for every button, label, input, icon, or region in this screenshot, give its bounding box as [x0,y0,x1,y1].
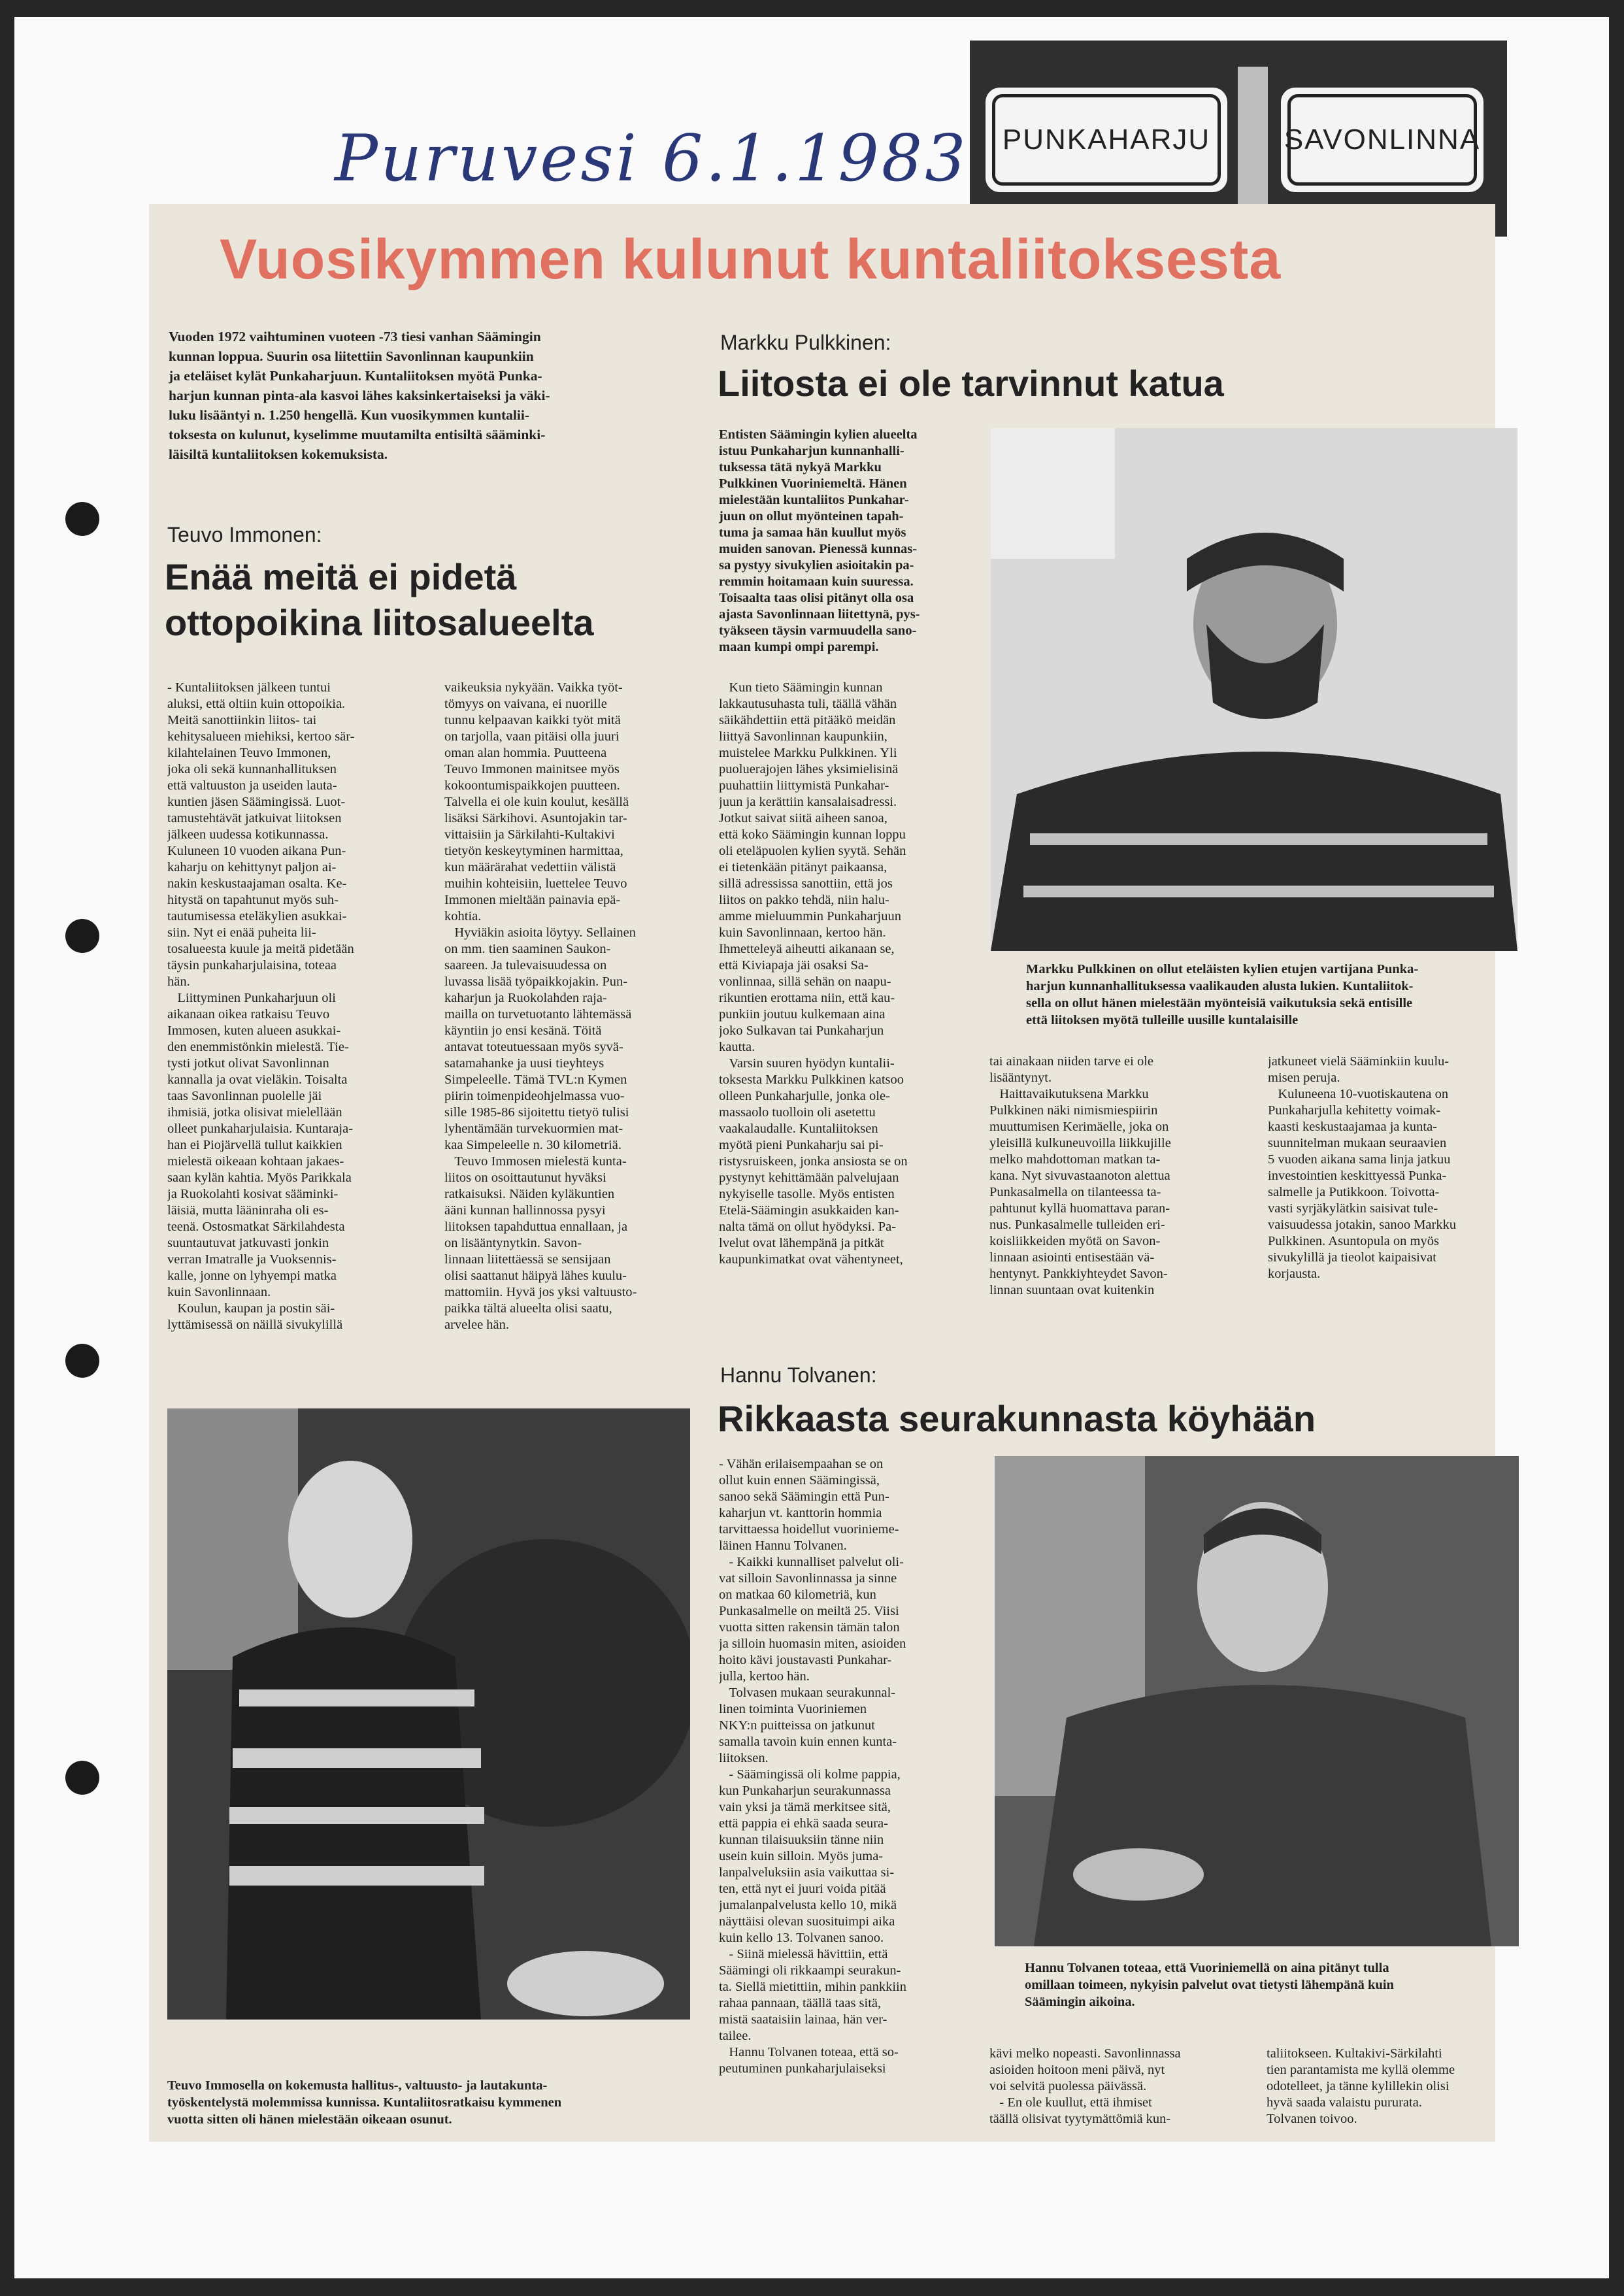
lead-paragraph: Vuoden 1972 vaihtuminen vuoteen -73 tiesi vanhan Säämingin kunnan loppua. Suurin osa liitettiin Savonlinnan kaupunkiin ja eteläiset kylät Punkaharjuun. Kuntaliitoksen myötä Punka- harjun kunnan pinta-ala kasvoi lähes kaksinkertaiseksi ja väki- luku lisääntyi n. 1.250 hengellä. Kun vuosikymmen kuntalii- toksesta on kulunut, kyselimme muutamilta entisiltä sääminki- läisiltä kuntaliitoksen kokemuksista. [169,329,550,462]
immonen-kicker: Teuvo Immonen: [167,523,322,546]
handwritten-date: Puruvesi 6.1.1983 [335,122,969,196]
tolvanen-column-2: kävi melko nopeasti. Savonlinnassa asioiden hoitoon meni päivä, nyt voi selvitä puolessa päivässä. - En ole kuullut, että ihmiset täällä olisivat tyytymättömiä kun- [989,2046,1181,2126]
pulkkinen-photo [991,428,1517,951]
binder-hole [65,1344,99,1378]
immonen-portrait-illustration [167,1408,690,2020]
sign-savonlinna: SAVONLINNA [1281,88,1483,192]
pulkkinen-column-2: tai ainakaan niiden tarve ei ole lisääntynyt. Haittavaikutuksena Markku Pulkkinen näki nimismiespiirin muuttumisen Kerimäelle, joka on yleisillä kulkuneuvoilla liikkujille melko mahdottoman matkan ta- kana. Nyt sivuvastaanoton alettua Punkasalmella on tilanteessa ta- pahtunut kyllä huomattava paran- nus. Punkasalmelle tulleiden eri- koisliikkeiden myötä on Savon- linnaan asiointi entisestään vä- hentynyt. Pankkiyhteydet Savon- linnan suuntaan ovat kuitenkin [989,1054,1171,1297]
pulkkinen-portrait-illustration [991,428,1517,951]
pulkkinen-caption: Markku Pulkkinen on ollut eteläisten kylien etujen vartijana Punka- harjun kunnanhallituksessa vaalikauden alusta lukien. Kuntaliitok- sella on ollut hänen mielestään myönteisiä vaikutuksia sekä entisille että liitoksen myötä tulleille uusille kuntalaisille [1026,962,1419,1027]
immonen-photo [167,1408,690,2020]
tolvanen-caption: Hannu Tolvanen toteaa, että Vuoriniemellä on aina pitänyt tulla omillaan toimeen, nykyisin palvelut ovat tietysti lähempänä kuin Säämingin aikoina. [1025,1961,1394,2009]
immonen-title: Enää meitä ei pidetä ottopoikina liitosalueelta [165,556,594,643]
tolvanen-photo [995,1456,1519,1946]
immonen-caption: Teuvo Immosella on kokemusta hallitus-, valtuusto- ja lautakunta- työskentelystä molemmissa kunnissa. Kuntaliitosratkaisu kymmenen vuotta sitten oli hänen mielestään oikeaan osunut. [167,2078,562,2127]
binder-hole [65,1761,99,1795]
article-headline: Vuosikymmen kulunut kuntaliitoksesta [220,228,1282,291]
tolvanen-column-3: taliitokseen. Kultakivi-Särkilahti tien parantamista me kyllä olemme odotelleet, ja tänne kylillekin olisi hyvä saada valaistu pururata. Tolvanen toivoo. [1267,2046,1455,2126]
pulkkinen-column-1: Kun tieto Säämingin kunnan lakkautusuhasta tuli, täällä vähän säikähdettiin että pitääkö meidän liittyä Savonlinnan kaupunkiin, muistelee Markku Pulkkinen. Yli puoluerajojen lähes yksimielisinä puuhattiin liittymistä Punkahar- juun ja kerättiin kansalaisadressi. Jotkut saivat siitä aiheen sanoa, että koko Säämingin kunnan loppu oli eteläpuolen kylien syytä. Sehän ei tietenkään pitänyt paikaansa, sillä adressissa sanottiin, että jos liitos on pakko tehdä, niin halu- amme mieluummin Punkaharjuun kuin Savonlinnaan, kertoo hän. Ihmetteleyä aiheutti aikanaan se, että Kiviapaja jäi osaksi Sa- vonlinnaa, sillä sehän on naapu- rikuntien erottama niin, että kau- punkiin joutuu kulkemaan aina joko Sulkavan tai Punkaharjun kautta. Varsin suuren hyödyn kuntalii- toksesta Markku Pulkkinen katsoo olleen Punkaharjulle, jonka ole- massaolo tuolloin oli asetettu vaakalaudalle. Kuntaliitoksen myötä pieni Punkaharju sai pi- ristysruiskeen, jonka ansiosta se on pystynyt kehittämään palvelujaan nykyiselle tasolle. Myös entisten Etelä-Säämingin asukkaiden kan- nalta tämä on ollut hyödyksi. Pa- lvelut ovat lähempänä ja pitkät kaupunkimatkat ovat vähentyneet, [719,680,908,1267]
pulkkinen-intro: Entisten Säämingin kylien alueelta istuu Punkaharjun kunnanhalli- tuksessa tätä nykyä Markku Pulkkinen Vuoriniemeltä. Hänen mielestään kuntaliitos Punkahar- juun on ollut myönteinen tapah- tuma ja samaa hän kuullut myös muiden sanovan. Pienessä kunnas- sa pystyy sivukylien asioitakin pa- remmin hoitamaan kuin suuressa. Toisaalta taas olisi pitänyt olla osa ajasta Savonlinnaan liitettynä, pys- tyäkseen täysin varmuudella sano- maan kumpi ompi parempi. [719,427,920,654]
immonen-column-2: vaikeuksia nykyään. Vaikka työt- tömyys on vaivana, ei nuorille tunnu kelpaavan kaikki työt mitä on tarjolla, vaan pitäisi olla juuri oman alan hommia. Puutteena Teuvo Immonen mainitsee myös kokoontumispaikkojen puutteen. Talvella ei ole kuin koulut, kesällä lisäksi Särkihovi. Asuntojakin tar- vittaisiin ja Särkilahti-Kultakivi tietyön keskeytyminen harmittaa, kun määrärahat vedettiin välistä muihin kohteisiin, luettelee Teuvo Immonen mieltään painavia epä- kohtia. Hyviäkin asioita löytyy. Sellainen on mm. tien saaminen Saukon- saareen. Ja tulevaisuudessa on luvassa lisää työpaikkojakin. Pun- kaharjun ja Ruokolahden raja- mailla on turvetuotanto lähtemässä käyntiin jo ensi kesänä. Töitä antavat toteutuessaan myös syvä- satamahanke ja uusi tieyhteys Simpeleelle. Tämä TVL:n Kymen piirin toimenpideohjelmassa vuo- sille 1985-86 sijoitettu tietyö tulisi lyhentämään turvekuormien mat- kaa Simpeleelle n. 30 kilometriä. Teuvo Immosen mielestä kunta- liitos on osoittautunut hyväksi ratkaisuksi. Näiden kyläkuntien ääni kunnan hallinnossa pysyi liitoksen tapahduttua ennallaan, ja on lisääntynytkin. Savon- linnaan liitettäessä se sensijaan olisi saattanut häipyä lähes kuulu- mattomiin. Hyvä jos yksi valtuusto- paikka tältä alueelta olisi saatu, arvelee hän. [444,680,637,1332]
binder-hole [65,502,99,536]
tolvanen-portrait-illustration [995,1456,1519,1946]
sign-punkaharju: PUNKAHARJU [986,88,1227,192]
pulkkinen-column-3: jatkuneet vielä Sääminkiin kuulu- misen peruja. Kuluneena 10-vuotiskautena on Punkaharjulla kehitetty voimak- kaasti keskustaajamaa ja kunta- suunnitelman mukaan seuraavien 5 vuoden aikana sama linja jatkuu investointien keskittyessä Punka- salmelle ja Putikkoon. Toivotta- vasti syrjäkylätkin saisivat tule- vaisuudessa jotakin, sanoo Markku Pulkkinen. Asuntopula on myös sivukylillä ja tieolot kaipaisivat korjausta. [1268,1054,1457,1281]
binder-hole [65,919,99,953]
pulkkinen-kicker: Markku Pulkkinen: [720,331,891,354]
tolvanen-title: Rikkaasta seurakunnasta köyhään [718,1398,1316,1439]
pulkkinen-title: Liitosta ei ole tarvinnut katua [718,363,1224,404]
tolvanen-kicker: Hannu Tolvanen: [720,1363,877,1387]
immonen-column-1: - Kuntaliitoksen jälkeen tuntui aluksi, että oltiin kuin ottopoikia. Meitä sanottiinkin liitos- tai kehitysalueen miehiksi, kertoo sär- kilahtelainen Teuvo Immonen, joka oli sekä kunnanhallituksen että valtuuston ja useiden lauta- kuntien jäsen Säämingissä. Luot- tamustehtävät jatkuivat liitoksen jälkeen uudessa kotikunnassa. Kuluneen 10 vuoden aikana Pun- kaharju on kehittynyt paljon ai- nakin keskustaajaman osalta. Ke- hitystä on tapahtunut myös suh- tautumisessa eteläkylien asukkai- siin. Nyt ei enää puheita lii- tosalueesta kuule ja meitä pidetään täysin punkaharjulaisina, toteaa hän. Liittyminen Punkaharjuun oli aikanaan oikea ratkaisu Teuvo Immosen, kuten alueen asukkai- den enemmistönkin mielestä. Tie- tysti jotkut olivat Savonlinnan kannalla ja ovat vieläkin. Toisalta taas Savonlinnan puolelle jäi ihmisiä, jotka olisivat mielellään olleet punkaharjulaisia. Kuntaraja- han ei Piojärvellä tullut kaikkien mielestä oikeaan kohtaan jakaes- saan kylän kahtia. Myös Parikkala ja Ruokolahti kosivat sääminki- läisiä, mutta lääninraha oli es- teenä. Ostosmatkat Särkilahdesta suuntautuvat jatkuvasti jonkin verran Imatralle ja Vuoksennis- kalle, jonne on lyhyempi matka kuin Savonlinnaan. Koulun, kaupan ja postin säi- lyttämisessä on näillä sivukylillä [167,680,355,1332]
tolvanen-column-1: - Vähän erilaisempaahan se on ollut kuin ennen Säämingissä, sanoo sekä Säämingin että Pun- kaharjun vt. kanttorin hommia tarvittaessa hoidellut vuorinieme- läinen Hannu Tolvanen. - Kaikki kunnalliset palvelut oli- vat silloin Savonlinnassa ja sinne on matkaa 60 kilometriä, kun Punkasalmelle on meiltä 25. Viisi vuotta sitten rakensin tämän talon ja silloin huomasin miten, asioiden hoito kävi joustavasti Punkahar- julla, kertoo hän. Tolvasen mukaan seurakunnal- linen toiminta Vuoriniemen NKY:n puitteissa on jatkunut samalla tavoin kuin ennen kunta- liitoksen. - Säämingissä oli kolme pappia, kun Punkaharjun seurakunnassa vain yksi ja tämä merkitsee sitä, että pappia ei ehkä saada seura- kunnan tilaisuuksiin tänne niin usein kuin silloin. Myös juma- lanpalveluksiin asia vaikuttaa si- ten, että nyt ei juuri voida pitää jumalanpalvelusta kello 10, mikä näyttäisi olevan suosituimpi aika kuin kello 13. Tolvanen sanoo. - Siinä mielessä hävittiin, että Säämingi oli rikkaampi seurakun- ta. Siellä mietittiin, mihin pankkiin rahaa pannaan, täällä taas sitä, mistä saataisiin lainaa, hän ver- tailee. Hannu Tolvanen toteaa, että so- peutuminen punkaharjulaiseksi [719,1457,906,2076]
